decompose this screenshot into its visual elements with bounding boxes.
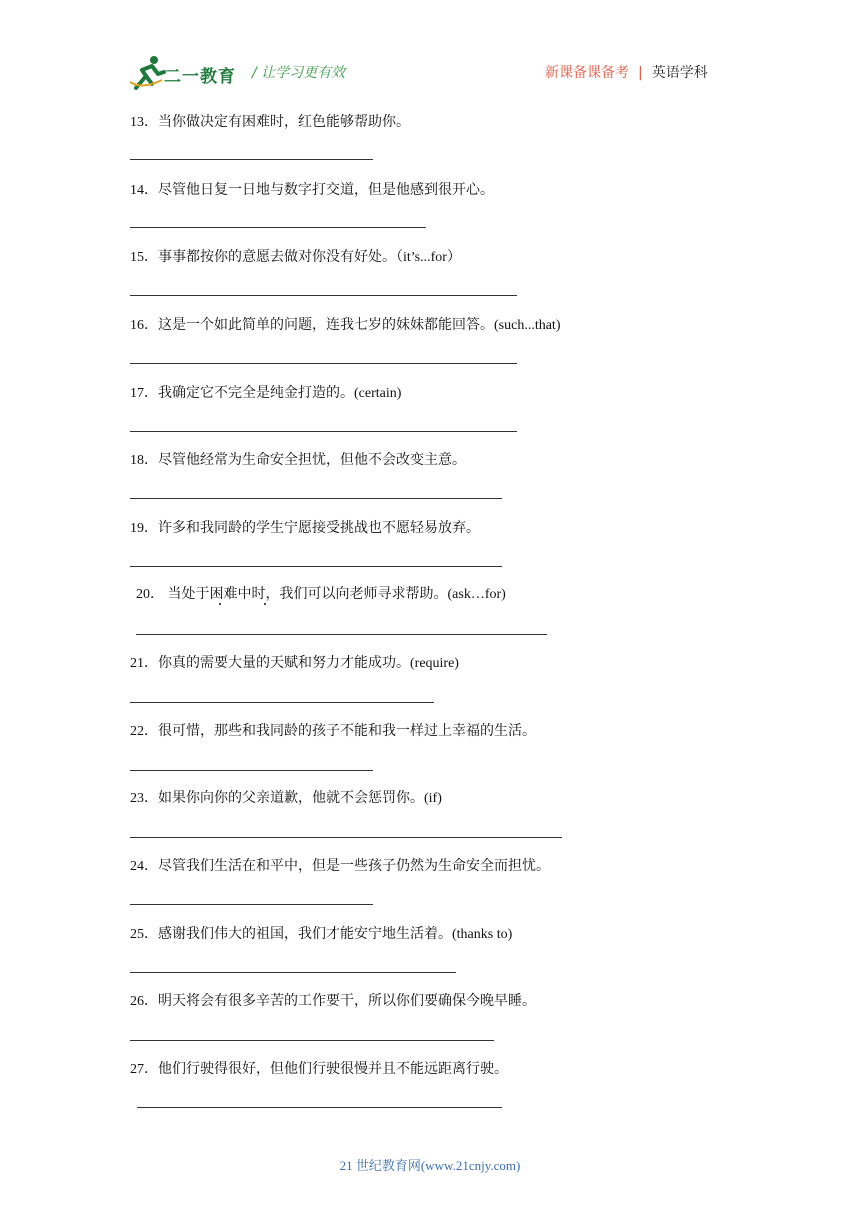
question-27: 27．他们行驶得很好，但他们行驶很慢并且不能远距离行驶。 <box>130 1062 508 1077</box>
answer-line-22[interactable] <box>130 770 373 771</box>
answer-line-25[interactable] <box>130 972 456 973</box>
logo-text: 二一教育 <box>164 67 236 87</box>
answer-line-13[interactable] <box>130 159 373 160</box>
emphasis-dot <box>219 603 221 605</box>
answer-line-23[interactable] <box>130 837 562 838</box>
question-14: 14．尽管他日复一日地与数字打交道，但是他感到很开心。 <box>130 183 494 198</box>
emphasis-dot <box>264 603 266 605</box>
slogan: / 让学习更有效 <box>252 65 346 81</box>
answer-line-17[interactable] <box>130 431 517 432</box>
logo <box>128 52 248 92</box>
question-16: 16．这是一个如此简单的问题，连我七岁的妹妹都能回答。(such...that) <box>130 318 561 333</box>
course-label: 新课备课备考 <box>545 65 629 81</box>
question-21: 21．你真的需要大量的天赋和努力才能成功。(require) <box>130 656 459 671</box>
question-24: 24．尽管我们生活在和平中，但是一些孩子仍然为生命安全而担忧。 <box>130 859 550 874</box>
question-23: 23．如果你向你的父亲道歉，他就不会惩罚你。(if) <box>130 791 442 806</box>
question-20: 20． 当处于困难中时，我们可以向老师寻求帮助。(ask…for) <box>136 587 506 602</box>
question-25: 25．感谢我们伟大的祖国，我们才能安宁地生活着。(thanks to) <box>130 927 513 942</box>
header-course-info <box>545 62 708 82</box>
answer-line-20[interactable] <box>136 634 547 635</box>
question-17: 17．我确定它不完全是纯金打造的。(certain) <box>130 386 402 401</box>
runner-logo-icon <box>128 52 168 92</box>
answer-line-26[interactable] <box>130 1040 494 1041</box>
page-footer: 21 世纪教育网(www.21cnjy.com) <box>339 1158 521 1173</box>
answer-line-24[interactable] <box>130 904 373 905</box>
subject-label: 英语学科 <box>651 65 708 81</box>
question-13: 13．当你做决定有困难时，红色能够帮助你。 <box>130 115 410 130</box>
question-15: 15．事事都按你的意愿去做对你没有好处。（it’s...for） <box>130 250 461 265</box>
question-26: 26．明天将会有很多辛苦的工作要干，所以你们要确保今晚早睡。 <box>130 994 536 1009</box>
answer-line-27[interactable] <box>137 1107 502 1108</box>
page-header <box>0 0 860 100</box>
header-separator: | <box>638 65 643 81</box>
answer-line-21[interactable] <box>130 702 434 703</box>
answer-line-14[interactable] <box>130 227 426 228</box>
answer-line-18[interactable] <box>130 498 502 499</box>
answer-line-16[interactable] <box>130 363 517 364</box>
question-19: 19．许多和我同龄的学生宁愿接受挑战也不愿轻易放弃。 <box>130 521 480 536</box>
question-22: 22．很可惜，那些和我同龄的孩子不能和我一样过上幸福的生活。 <box>130 724 536 739</box>
question-18: 18．尽管他经常为生命安全担忧，但他不会改变主意。 <box>130 453 466 468</box>
answer-line-15[interactable] <box>130 295 517 296</box>
answer-line-19[interactable] <box>130 566 502 567</box>
